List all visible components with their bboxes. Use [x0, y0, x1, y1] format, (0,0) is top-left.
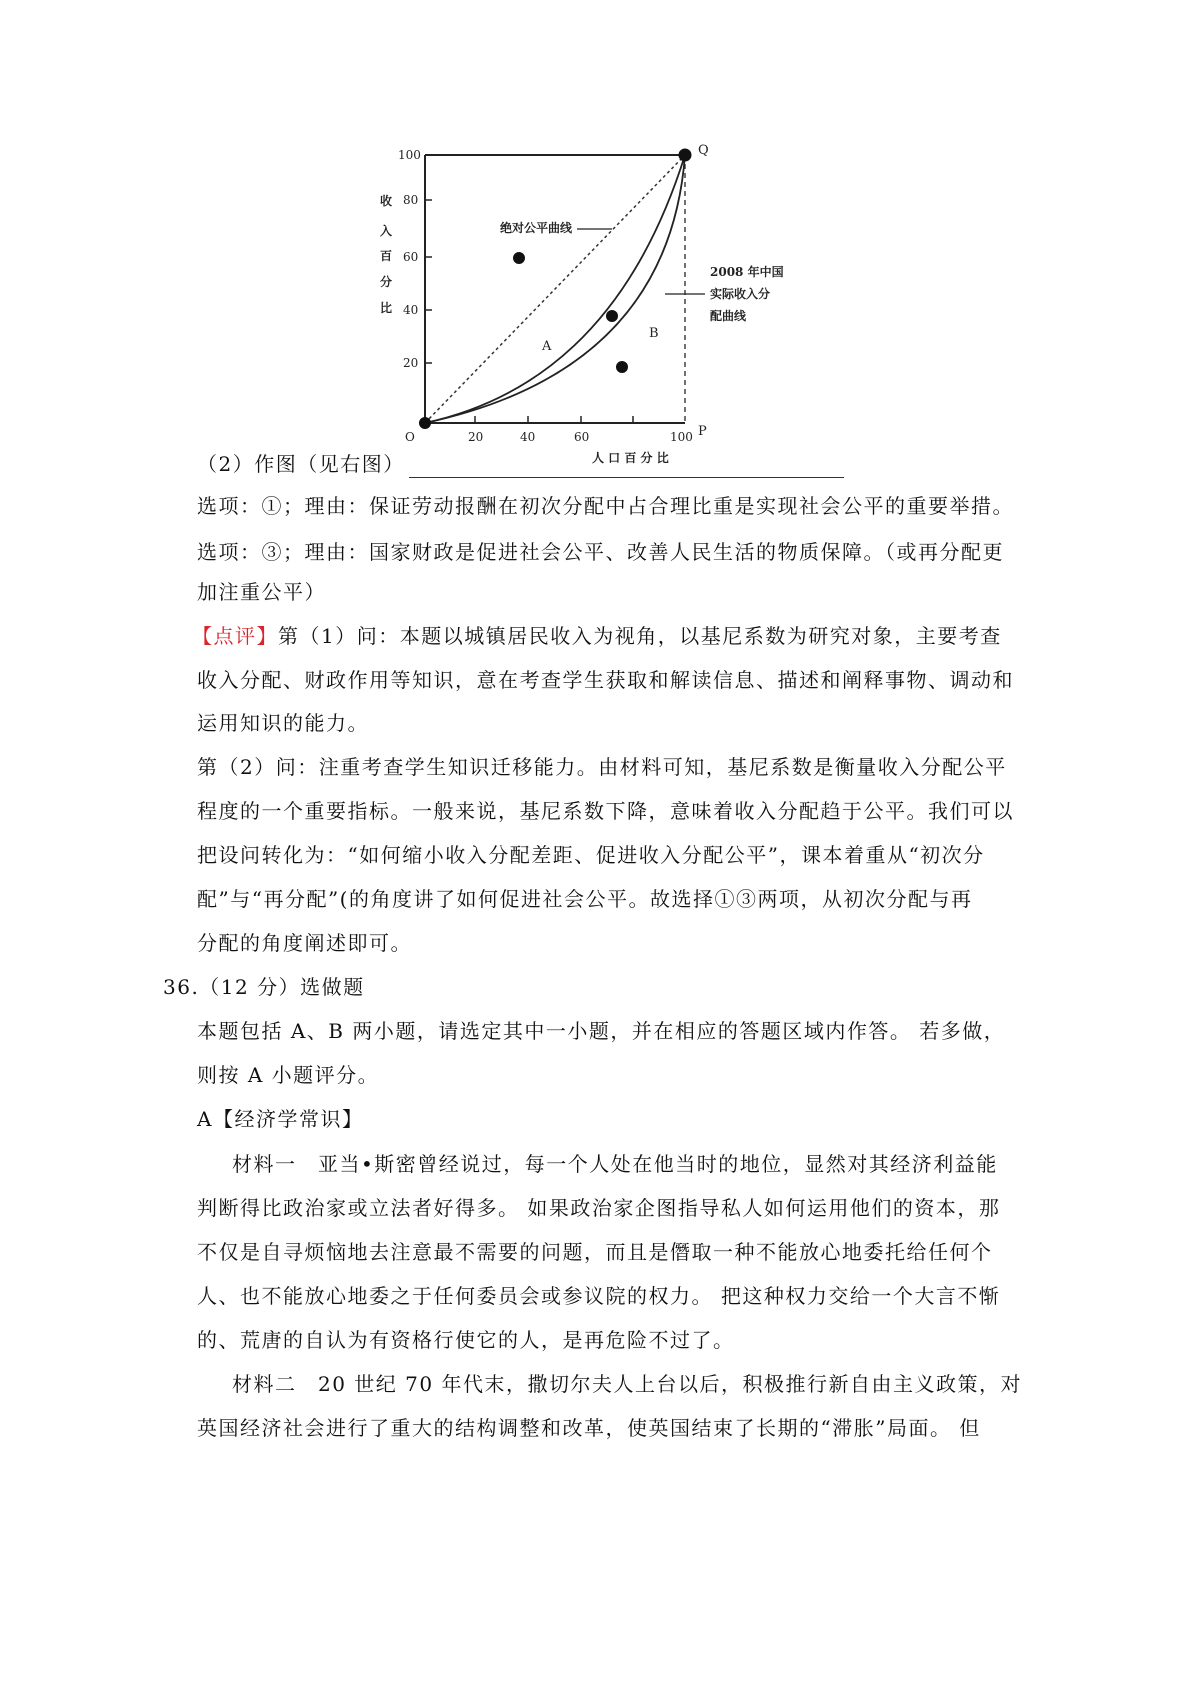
answer-blank	[409, 457, 844, 478]
point-q-label: Q	[698, 143, 709, 158]
region-a-label: A	[542, 339, 552, 354]
x-axis-label: 人 口 百 分 比	[592, 451, 669, 465]
y-label-char: 比	[380, 301, 393, 315]
x-tick-20: 20	[468, 430, 484, 444]
material2-line2: 英国经济社会进行了重大的结构调整和改革，使英国结束了长期的“滞胀”局面。 但	[197, 1416, 981, 1440]
y-tick-100: 100	[398, 148, 421, 162]
china-label-line3: 配曲线	[710, 309, 747, 323]
choice-1-reason: 选项：①；理由：保证劳动报酬在初次分配中占合理比重是实现社会公平的重要举措。	[197, 494, 1014, 518]
comment-p2-line3: 把设问转化为：“如何缩小收入分配差距、促进收入分配公平”，课本着重从“初次分	[197, 843, 985, 867]
y-tick-40: 40	[403, 303, 419, 317]
comment-p2-line4: 配”与“再分配”(的角度讲了如何促进社会公平。故选择①③两项，从初次分配与再	[197, 887, 973, 911]
x-tick-40: 40	[520, 430, 536, 444]
china-label-line2: 实际收入分	[710, 287, 771, 301]
y-tick-60: 60	[403, 250, 419, 264]
x-tick-100: 100	[670, 430, 693, 444]
q36-sub-a: A【经济学常识】	[197, 1107, 364, 1131]
material1-line3: 不仅是自寻烦恼地去注意最不需要的问题，而且是僭取一种不能放心地委托给任何个	[197, 1240, 993, 1264]
material1-line1: 材料一 亚当•斯密曾经说过，每一个人处在他当时的地位，显然对其经济利益能	[232, 1152, 998, 1176]
q36-heading: 36.（12 分）选做题	[163, 975, 365, 999]
y-tick-20: 20	[403, 356, 419, 370]
comment-p1-line1: 【点评】第（1）问：本题以城镇居民收入为视角，以基尼系数为研究对象，主要考查	[192, 624, 1002, 648]
material2-line1: 材料二 20 世纪 70 年代末，撒切尔夫人上台以后，积极推行新自由主义政策，对	[232, 1372, 1022, 1396]
comment-p2-line2: 程度的一个重要指标。一般来说，基尼系数下降，意味着收入分配趋于公平。我们可以	[197, 799, 1014, 823]
y-label-char: 收	[380, 194, 393, 208]
comment-p2-line5: 分配的角度阐述即可。	[197, 931, 412, 955]
equality-label: 绝对公平曲线	[500, 221, 573, 235]
q2-label: （2）作图（见右图）	[197, 452, 405, 476]
point-p-label: P	[698, 424, 707, 439]
material1-line5: 的、荒唐的自认为有资格行使它的人，是再危险不过了。	[197, 1328, 735, 1352]
choice-3-reason-cont: 加注重公平）	[197, 580, 326, 604]
point-q	[679, 149, 692, 162]
x-tick-60: 60	[574, 430, 590, 444]
y-label-char: 入	[380, 224, 393, 238]
q36-intro-line2: 则按 A 小题评分。	[197, 1063, 380, 1087]
point-lower	[616, 361, 628, 373]
point-mid	[606, 310, 618, 322]
y-label-char: 百	[380, 249, 393, 263]
y-tick-80: 80	[403, 193, 419, 207]
y-label-char: 分	[380, 275, 393, 289]
choice-3-reason: 选项：③；理由：国家财政是促进社会公平、改善人民生活的物质保障。（或再分配更	[197, 540, 1004, 564]
q36-intro-line1: 本题包括 A、B 两小题，请选定其中一小题，并在相应的答题区域内作答。 若多做，	[197, 1019, 1006, 1043]
point-o	[419, 417, 431, 429]
material1-line4: 人、也不能放心地委之于任何委员会或参议院的权力。 把这种权力交给一个大言不惭	[197, 1284, 1001, 1308]
point-upper	[513, 252, 525, 264]
comment-tag: 【点评】	[192, 624, 278, 648]
comment-p2-line1: 第（2）问：注重考查学生知识迁移能力。由材料可知，基尼系数是衡量收入分配公平	[197, 755, 1007, 779]
origin-label: O	[405, 430, 415, 444]
region-b-label: B	[649, 326, 659, 341]
q2-answer-line	[197, 450, 844, 478]
comment-p1-line2: 收入分配、财政作用等知识，意在考查学生获取和解读信息、描述和阐释事物、调动和	[197, 668, 1014, 692]
equality-line	[425, 155, 685, 423]
material1-line2: 判断得比政治家或立法者好得多。 如果政治家企图指导私人如何运用他们的资本，那	[197, 1196, 1001, 1220]
china-label-line1: 2008 年中国	[710, 265, 784, 279]
comment-p1-line3: 运用知识的能力。	[197, 711, 369, 735]
